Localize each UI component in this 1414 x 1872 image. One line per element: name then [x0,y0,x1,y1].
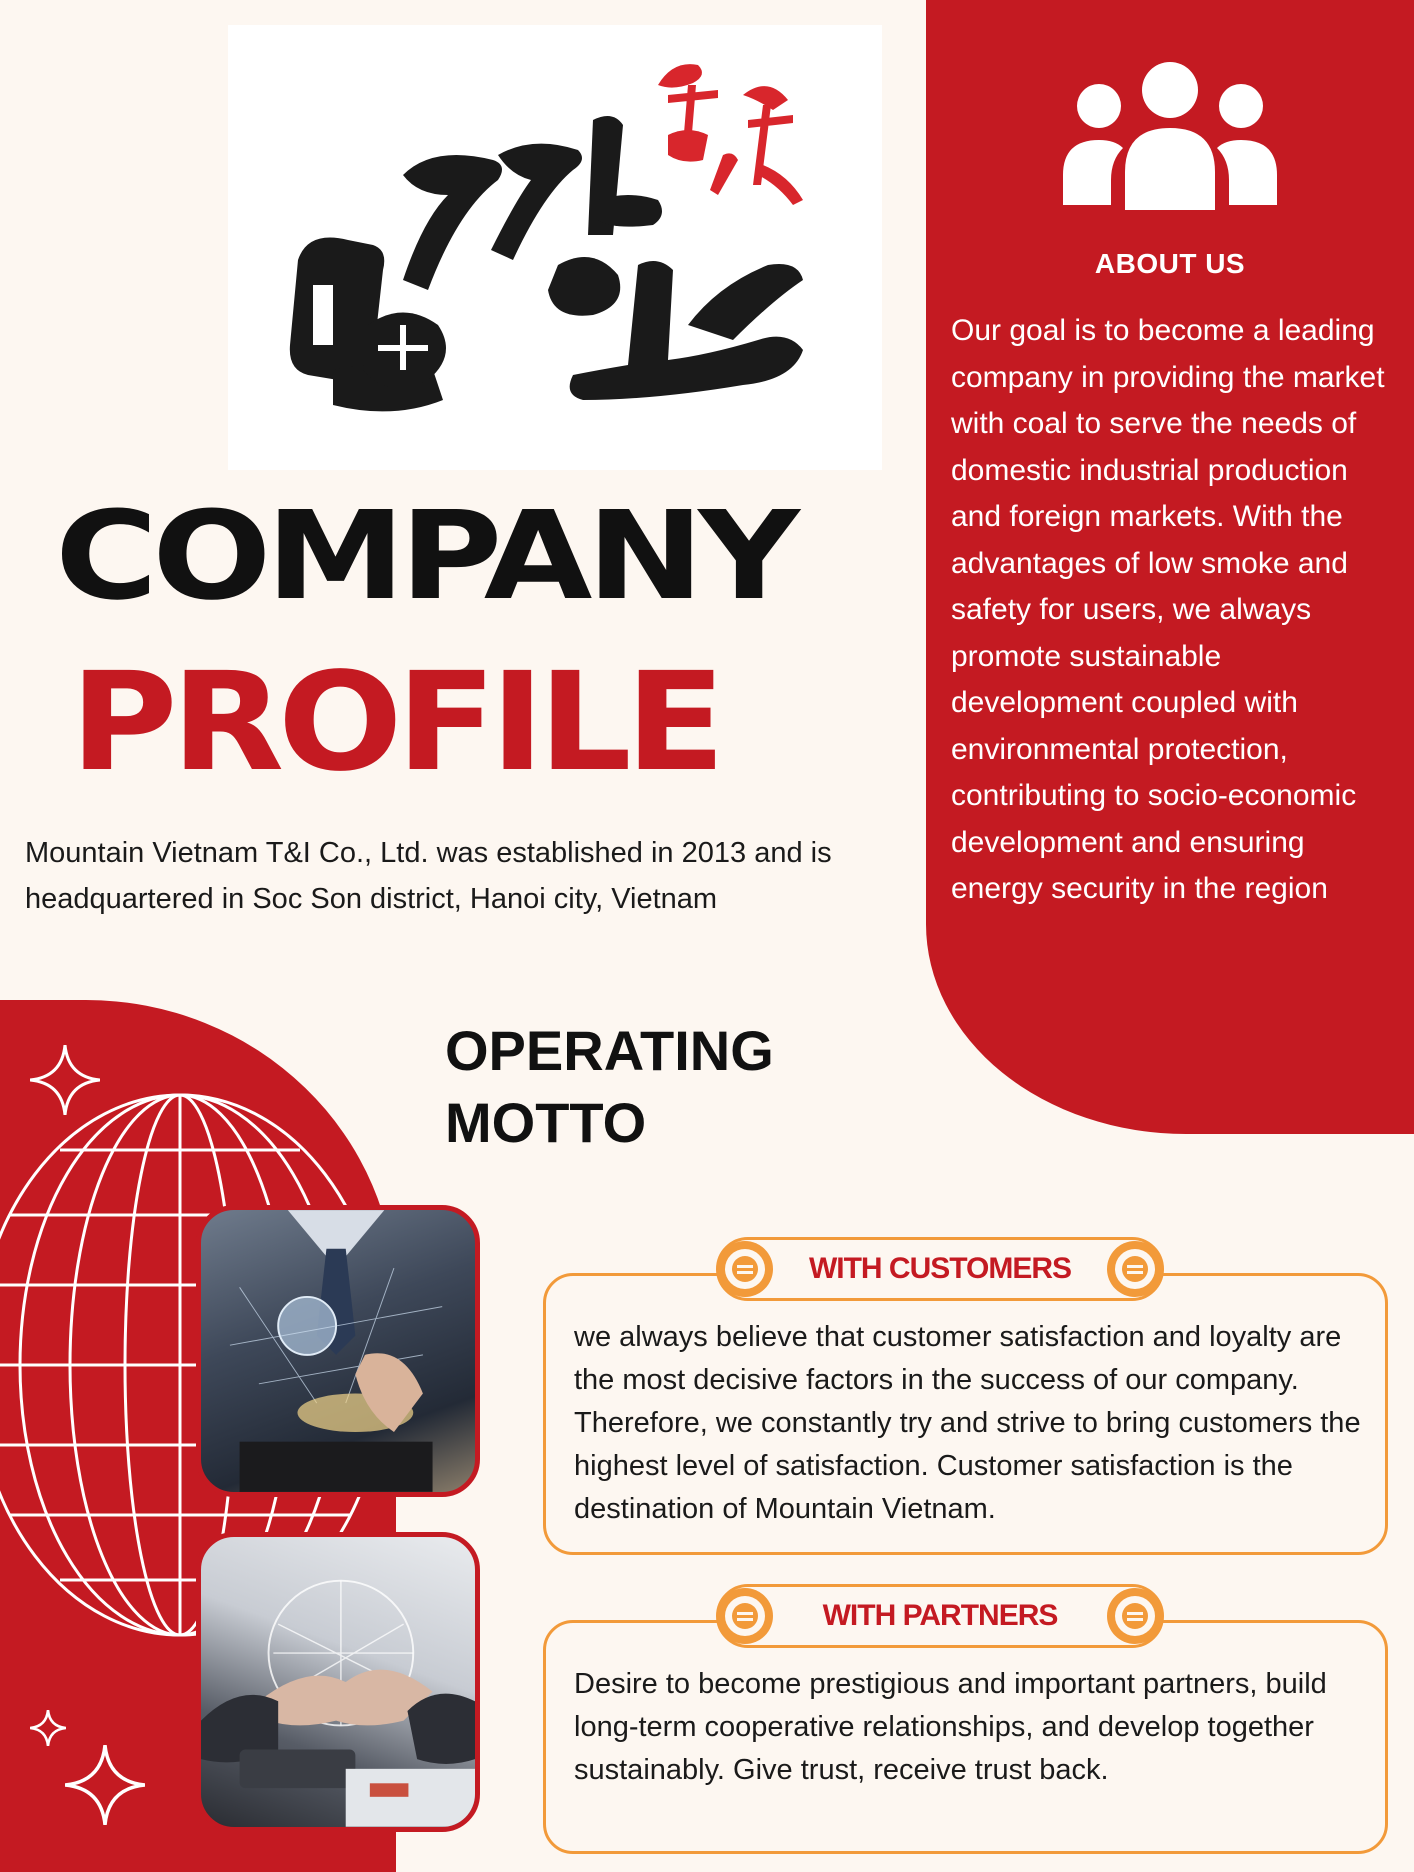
gear-badge-icon [1103,1584,1167,1648]
partners-label-pill [716,1584,1164,1648]
gear-badge-icon [1103,1237,1167,1301]
businessman-globe-photo [196,1205,480,1497]
large-sparkle-icon [65,1745,145,1825]
people-group-icon [1063,60,1277,210]
motto-title-line1: OPERATING [445,1019,774,1082]
headline-company: COMPANY [55,485,795,627]
small-sparkle-icon [30,1710,66,1746]
customers-card [543,1273,1388,1555]
company-logo [228,25,882,470]
customers-text: we always believe that customer satisfaction and loyalty are the most decisive factors in the success of our company. Therefore, we constantly try and strive to bring customers the highest level of satisfaction. Customer satisfaction is the destination of Mountain Vietnam. [574,1321,1361,1525]
motto-title-line2: MOTTO [445,1091,647,1154]
partners-label: WITH PARTNERS [822,1599,1058,1632]
handshake-network-photo [196,1532,480,1832]
operating-motto-title [445,1015,774,1159]
partners-card [543,1620,1388,1854]
company-logo-calligraphy-icon [228,25,882,470]
sparkle-icon [30,1045,100,1115]
gear-badge-icon [713,1584,777,1648]
partners-text: Desire to become prestigious and important partners, build long-term cooperative relationships, and develop together sustainably. Give trust, receive trust back. [574,1668,1327,1786]
about-us-title: ABOUT US [1094,248,1246,279]
company-intro-text: Mountain Vietnam T&I Co., Ltd. was established in 2013 and is headquartered in Soc Son district, Hanoi city, Vietnam [25,837,832,915]
about-us-text: Our goal is to become a leading company in providing the market with coal to serve the needs of domestic industrial production and foreign markets. With the advantages of low smoke and safety for users, we always promote sustainable development coupled with environmental protection, contributing to socio-economic development and ensuring energy security in the region [951,314,1385,905]
headline-profile: PROFILE [70,644,720,802]
customers-label: WITH CUSTOMERS [808,1252,1072,1285]
gear-badge-icon [713,1237,777,1301]
customers-label-pill [716,1237,1164,1301]
